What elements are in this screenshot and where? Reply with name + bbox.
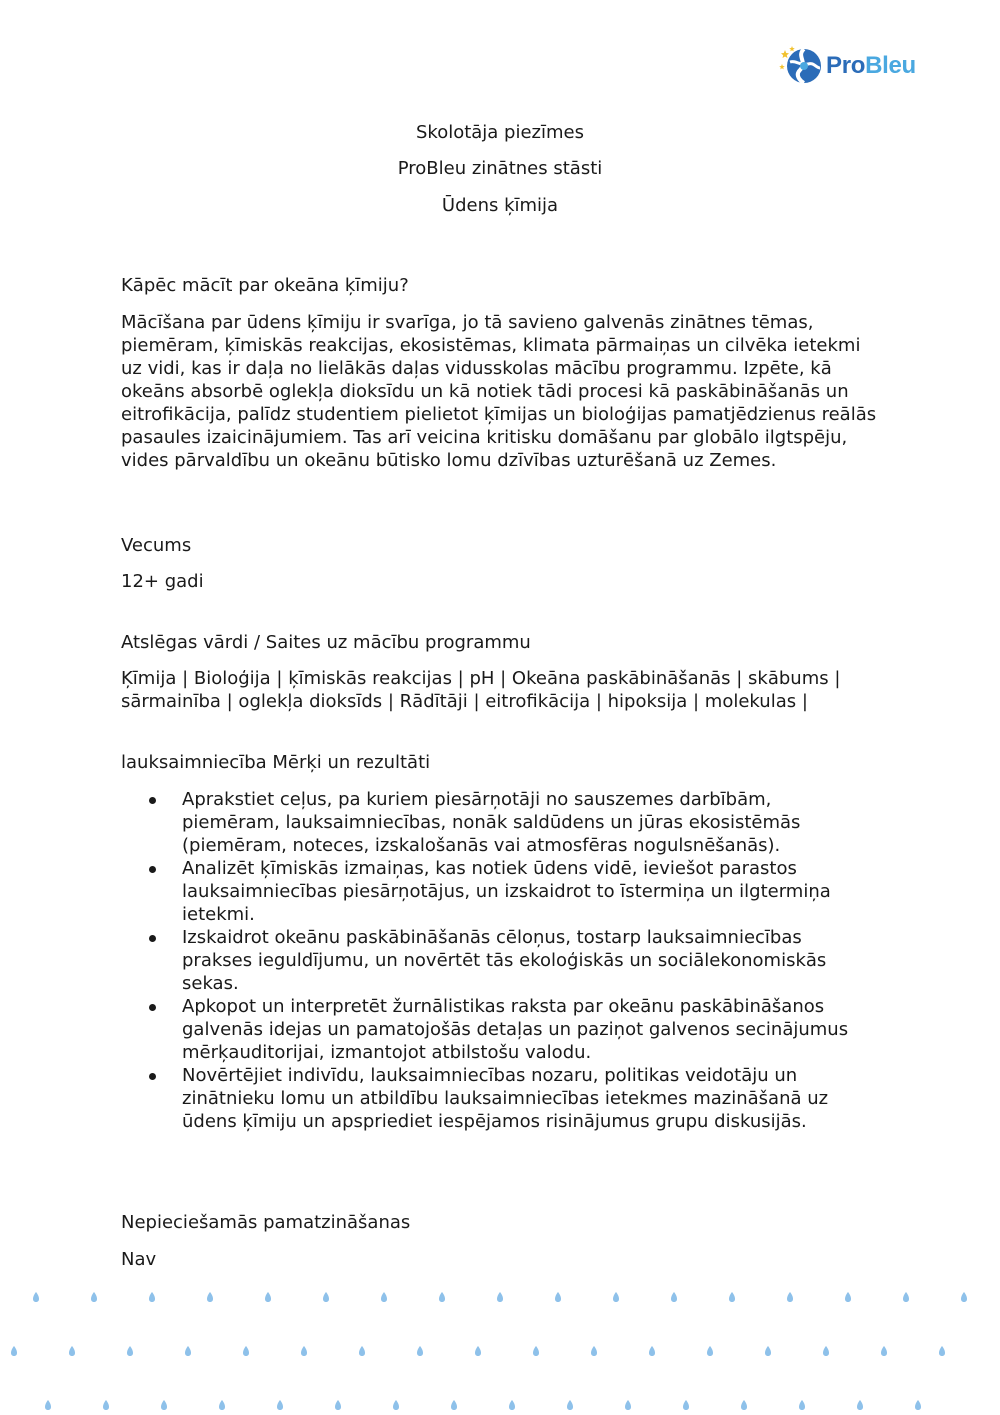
list-item	[121, 926, 861, 995]
why-paragraph: Mācīšana par ūdens ķīmiju ir svarīga, jo tā savieno galvenās zinātnes tēmas, piemēram, ķīmiskās reakcijas, ekosistēmas, klimata pārmaiņas un cilvēka ietekmi uz vidi, kas ir daļa no lielākās daļas vidusskolas mācību programmu. Izpēte, kā okeāns absorbē oglekļa dioksīdu un kā notiek tādi procesi kā paskābināšanās un eitrofikācija, palīdz studentiem pielietot ķīmijas un bioloģijas pamatjēdzienus reālās pasaules izaicinājumiem. Tas arī veicina kritisku domāšanu par globālo ilgtspēju, vides pārvaldību un okeānu būtisko lomu dzīvības uzturēšanā uz Zemes.	[121, 312, 877, 471]
water-drop-icon	[323, 1292, 329, 1302]
water-drop-icon	[961, 1292, 967, 1302]
water-drop-icon	[185, 1346, 191, 1356]
water-drop-icon	[11, 1346, 17, 1356]
water-drop-icon	[265, 1292, 271, 1302]
bullet-icon	[149, 1004, 156, 1011]
water-drop-icon	[533, 1346, 539, 1356]
water-drop-icon	[845, 1292, 851, 1302]
water-drop-icon	[555, 1292, 561, 1302]
goals-heading: lauksaimniecība Mērķi un rezultāti	[121, 752, 431, 773]
water-drop-icon	[857, 1400, 863, 1410]
why-heading: Kāpēc mācīt par okeāna ķīmiju?	[121, 275, 409, 296]
water-drop-icon	[451, 1400, 457, 1410]
water-drop-icon	[567, 1400, 573, 1410]
water-drop-icon	[45, 1400, 51, 1410]
bullet-icon	[149, 797, 156, 804]
logo-text-bleu: Bleu	[865, 51, 916, 79]
water-drop-icon	[915, 1400, 921, 1410]
logo-text-pro: Pro	[826, 51, 866, 79]
water-drop-icon	[707, 1346, 713, 1356]
why-body	[121, 311, 881, 472]
doc-title-line1: Skolotāja piezīmes	[415, 122, 584, 143]
water-drop-icon	[799, 1400, 805, 1410]
water-drop-icon	[475, 1346, 481, 1356]
water-drop-icon	[497, 1292, 503, 1302]
list-item	[121, 788, 861, 857]
keywords-text: Ķīmija | Bioloģija | ķīmiskās reakcijas | pH | Okeāna paskābināšanās | skābums | sārmainība | oglekļa dioksīds | Rādītāji | eitrofikācija | hipoksija | molekulas |	[121, 668, 841, 712]
water-drop-icon	[161, 1400, 167, 1410]
goal-text: Apkopot un interpretēt žurnālistikas raksta par okeānu paskābināšanos galvenās idejas un pamatojošās detaļas un paziņot galvenos secinājumus mērķauditorijai, izmantojot atbilstošu valodu.	[182, 996, 849, 1063]
water-drop-icon	[741, 1400, 747, 1410]
logo-wordmark	[826, 51, 916, 79]
water-drop-icon	[103, 1400, 109, 1410]
water-drop-icon	[277, 1400, 283, 1410]
water-drop-icon	[243, 1346, 249, 1356]
water-drop-icon	[219, 1400, 225, 1410]
water-drop-icon	[359, 1346, 365, 1356]
water-drop-icon	[729, 1292, 735, 1302]
goal-text: Analizēt ķīmiskās izmaiņas, kas notiek ūdens vidē, ieviešot parastos lauksaimniecības piesārņotājus, un izskaidrot to īstermiņa un ilgtermiņa ietekmi.	[182, 858, 831, 925]
water-drop-icon	[591, 1346, 597, 1356]
water-drop-icon	[509, 1400, 515, 1410]
list-item	[121, 1064, 861, 1133]
water-drop-icon	[301, 1346, 307, 1356]
doc-title-line3: Ūdens ķīmija	[441, 195, 559, 216]
water-drop-icon	[207, 1292, 213, 1302]
water-drop-icon	[683, 1400, 689, 1410]
water-drop-icon	[127, 1346, 133, 1356]
water-drop-icon	[439, 1292, 445, 1302]
water-drop-icon	[417, 1346, 423, 1356]
bullet-icon	[149, 866, 156, 873]
goal-text: Aprakstiet ceļus, pa kuriem piesārņotāji no sauszemes darbībām, piemēram, lauksaimniecības, nonāk saldūdens un jūras ekosistēmās (piemēram, noteces, izskalošanās vai atmosfēras nogulsnēšanās).	[182, 789, 801, 856]
list-item	[121, 995, 861, 1064]
water-drop-icon	[381, 1292, 387, 1302]
goal-text: Novērtējiet indivīdu, lauksaimniecības nozaru, politikas veidotāju un zinātnieku lomu un atbildību lauksaimniecības ietekmes mazināšanā uz ūdens ķīmiju un apspriediet iespējamos risinājumus grupu diskusijās.	[182, 1065, 829, 1132]
keywords-heading: Atslēgas vārdi / Saites uz mācību programmu	[121, 632, 531, 653]
water-drop-icon	[671, 1292, 677, 1302]
water-drop-icon	[903, 1292, 909, 1302]
bullet-icon	[149, 935, 156, 942]
probleu-logo	[778, 44, 916, 86]
goal-text: Izskaidrot okeānu paskābināšanās cēloņus, tostarp lauksaimniecības prakses ieguldījumu, un novērtēt tās ekoloģiskās un sociālekonomiskās sekas.	[182, 927, 827, 994]
water-drop-icon	[149, 1292, 155, 1302]
water-drop-icon	[881, 1346, 887, 1356]
water-drop-icon	[625, 1400, 631, 1410]
prereq-heading: Nepieciešamās pamatzināšanas	[121, 1212, 411, 1233]
age-value: 12+ gadi	[121, 571, 204, 592]
water-drop-icon	[823, 1346, 829, 1356]
water-drop-icon	[69, 1346, 75, 1356]
water-drop-icon	[765, 1346, 771, 1356]
water-drop-icon	[33, 1292, 39, 1302]
prereq-value: Nav	[121, 1249, 157, 1270]
water-drop-icon	[939, 1346, 945, 1356]
water-drop-icon	[393, 1400, 399, 1410]
list-item	[121, 857, 861, 926]
probleu-logo-icon	[778, 44, 824, 86]
water-drop-icon	[91, 1292, 97, 1302]
decorative-drops-pattern	[0, 1280, 1000, 1415]
water-drop-icon	[787, 1292, 793, 1302]
doc-title-line2: ProBleu zinātnes stāsti	[397, 158, 603, 179]
water-drop-icon	[335, 1400, 341, 1410]
water-drop-icon	[649, 1346, 655, 1356]
age-heading: Vecums	[121, 535, 192, 556]
water-drop-icon	[613, 1292, 619, 1302]
bullet-icon	[149, 1073, 156, 1080]
goals-list	[121, 788, 861, 1133]
